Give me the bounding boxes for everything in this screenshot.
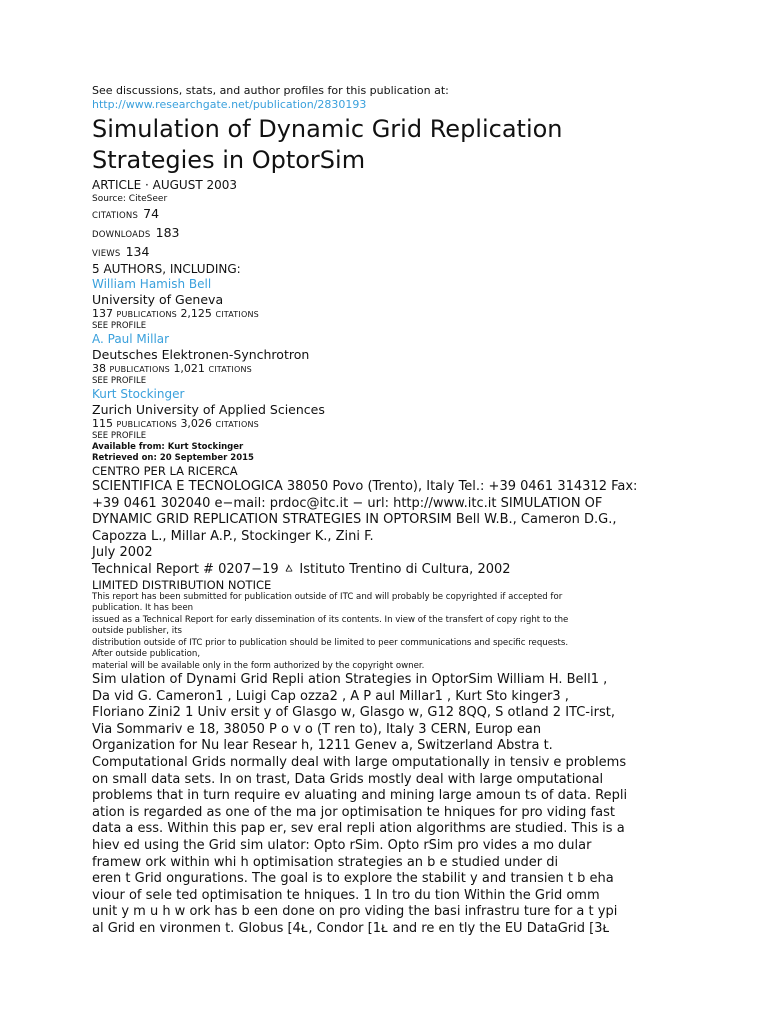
document-title: [92, 114, 710, 176]
body-line: hiev ed using the Grid sim ulator: Opto rSim. Opto rSim pro vides a mo dular: [92, 838, 592, 853]
abstract-body: [92, 672, 710, 938]
article-type-date: ARTICLE · AUGUST 2003: [92, 178, 238, 192]
discussion-text: See discussions, stats, and author profiles for this publication at:: [92, 84, 449, 97]
author-stats: 137 PUBLICATIONS 2,125 CITATIONS: [92, 307, 259, 320]
article-source: Source: CiteSeer: [92, 194, 168, 204]
see-profile-link[interactable]: SEE PROFILE: [92, 321, 147, 331]
author-affiliation: Deutsches Elektronen-Synchrotron: [92, 347, 310, 362]
body-line: Sim ulation of Dynami Grid Repli ation Strategies in OptorSim William H. Bell1 ,: [92, 672, 608, 688]
body-line: Organization for Nu lear Resear h, 1211 Genev a, Switzerland Abstra t.: [92, 738, 553, 754]
body-line: problems that in turn require ev aluating and mining large amoun ts of data. Repli: [92, 788, 628, 804]
author-card: [92, 387, 710, 442]
body-line: data a ess. Within this pap er, sev eral repli ation algorithms are studied. This is a: [92, 821, 625, 837]
available-from: Available from: Kurt Stockinger: [92, 442, 244, 452]
body-line: eren t Grid ongurations. The goal is to explore the stabilit y and transien t b eha: [92, 871, 614, 887]
see-profile-link[interactable]: SEE PROFILE: [92, 431, 147, 441]
body-line: ation is regarded as one of the ma jor optimisation te hniques for pro viding fast: [92, 804, 615, 820]
body-line: CENTRO PER LA RICERCA: [92, 464, 238, 478]
author-stats: 38 PUBLICATIONS 1,021 CITATIONS: [92, 362, 252, 375]
notice-line: material will be available only in the form authorized by the copyright owner.: [92, 660, 425, 671]
body-line: Da vid G. Cameron1 , Luigi Cap ozza2 , A P aul Millar1 , Kurt Sto kinger3 ,: [92, 688, 569, 704]
notice-heading: LIMITED DISTRIBUTION NOTICE: [92, 577, 272, 592]
notice-line: outside publisher, its: [92, 626, 182, 637]
body-line: Via Sommariv e 18, 38050 P o v o (T ren to), Italy 3 CERN, Europ ean: [92, 721, 542, 737]
body-line: on small data sets. In on trast, Data Grids mostly deal with large omputational: [92, 771, 604, 787]
body-line: Technical Report # 0207−19 ㅿ Istituto Trentino di Cultura, 2002: [92, 561, 511, 577]
notice-line: publication. It has been: [92, 603, 194, 614]
notice-line: distribution outside of ITC prior to publication should be limited to peer communications and specific requests.: [92, 637, 569, 648]
publication-link[interactable]: http://www.researchgate.net/publication/2830193: [92, 98, 367, 111]
author-name-link[interactable]: William Hamish Bell: [92, 277, 212, 291]
authors-heading: 5 AUTHORS, INCLUDING:: [92, 262, 241, 276]
author-stats: 115 PUBLICATIONS 3,026 CITATIONS: [92, 417, 259, 430]
author-card: [92, 277, 710, 332]
body-line: Capozza L., Millar A.P., Stockinger K., Zini F.: [92, 528, 374, 544]
notice-line: issued as a Technical Report for early dissemination of its contents. In view of the transfert of copy right to the: [92, 614, 569, 625]
body-line: al Grid en vironmen t. Globus [4ᴌ, Condor [1ᴌ and re en tly the EU DataGrid [3ᴌ: [92, 920, 611, 936]
body-line: framew ork within whi h optimisation strategies an b e studied under di: [92, 854, 559, 870]
distribution-notice: [92, 579, 710, 673]
retrieved-on: Retrieved on: 20 September 2015: [92, 453, 254, 463]
author-name-link[interactable]: Kurt Stockinger: [92, 387, 185, 401]
title-line: Simulation of Dynamic Grid Replication: [92, 115, 563, 143]
title-line: Strategies in OptorSim: [92, 146, 366, 174]
see-profile-link[interactable]: SEE PROFILE: [92, 376, 147, 386]
body-line: unit y m u h w ork has b een done on pro viding the basi infrastru ture for a t ypi: [92, 904, 618, 920]
body-line: DYNAMIC GRID REPLICATION STRATEGIES IN OPTORSIM Bell W.B., Cameron D.G.,: [92, 512, 617, 528]
body-line: Computational Grids normally deal with large omputationally in tensiv e problems: [92, 755, 627, 771]
body-line: +39 0461 302040 e−mail: prdoc@itc.it − url: http://www.itc.it SIMULATION OF: [92, 495, 603, 511]
views-stat: VIEWS 134: [92, 244, 150, 259]
body-line: viour of sele ted optimisation te hniques. 1 In tro du tion Within the Grid omm: [92, 887, 600, 903]
citations-stat: CITATIONS 74: [92, 206, 160, 221]
notice-line: After outside publication,: [92, 649, 201, 660]
body-line: Floriano Zini2 1 Univ ersit y of Glasgo w, Glasgo w, G12 8QQ, S otland 2 ITC-irst,: [92, 705, 615, 721]
author-card: [92, 332, 710, 387]
downloads-stat: DOWNLOADS 183: [92, 225, 180, 240]
report-header-block: [92, 464, 710, 579]
author-name-link[interactable]: A. Paul Millar: [92, 332, 170, 346]
notice-line: This report has been submitted for publication outside of ITC and will probably be copyrighted if accepted for: [92, 591, 563, 602]
body-line: SCIENTIFICA E TECNOLOGICA 38050 Povo (Trento), Italy Tel.: +39 0461 314312 Fax:: [92, 479, 638, 494]
author-affiliation: Zurich University of Applied Sciences: [92, 402, 325, 417]
body-line: July 2002: [92, 545, 153, 561]
author-affiliation: University of Geneva: [92, 292, 224, 307]
